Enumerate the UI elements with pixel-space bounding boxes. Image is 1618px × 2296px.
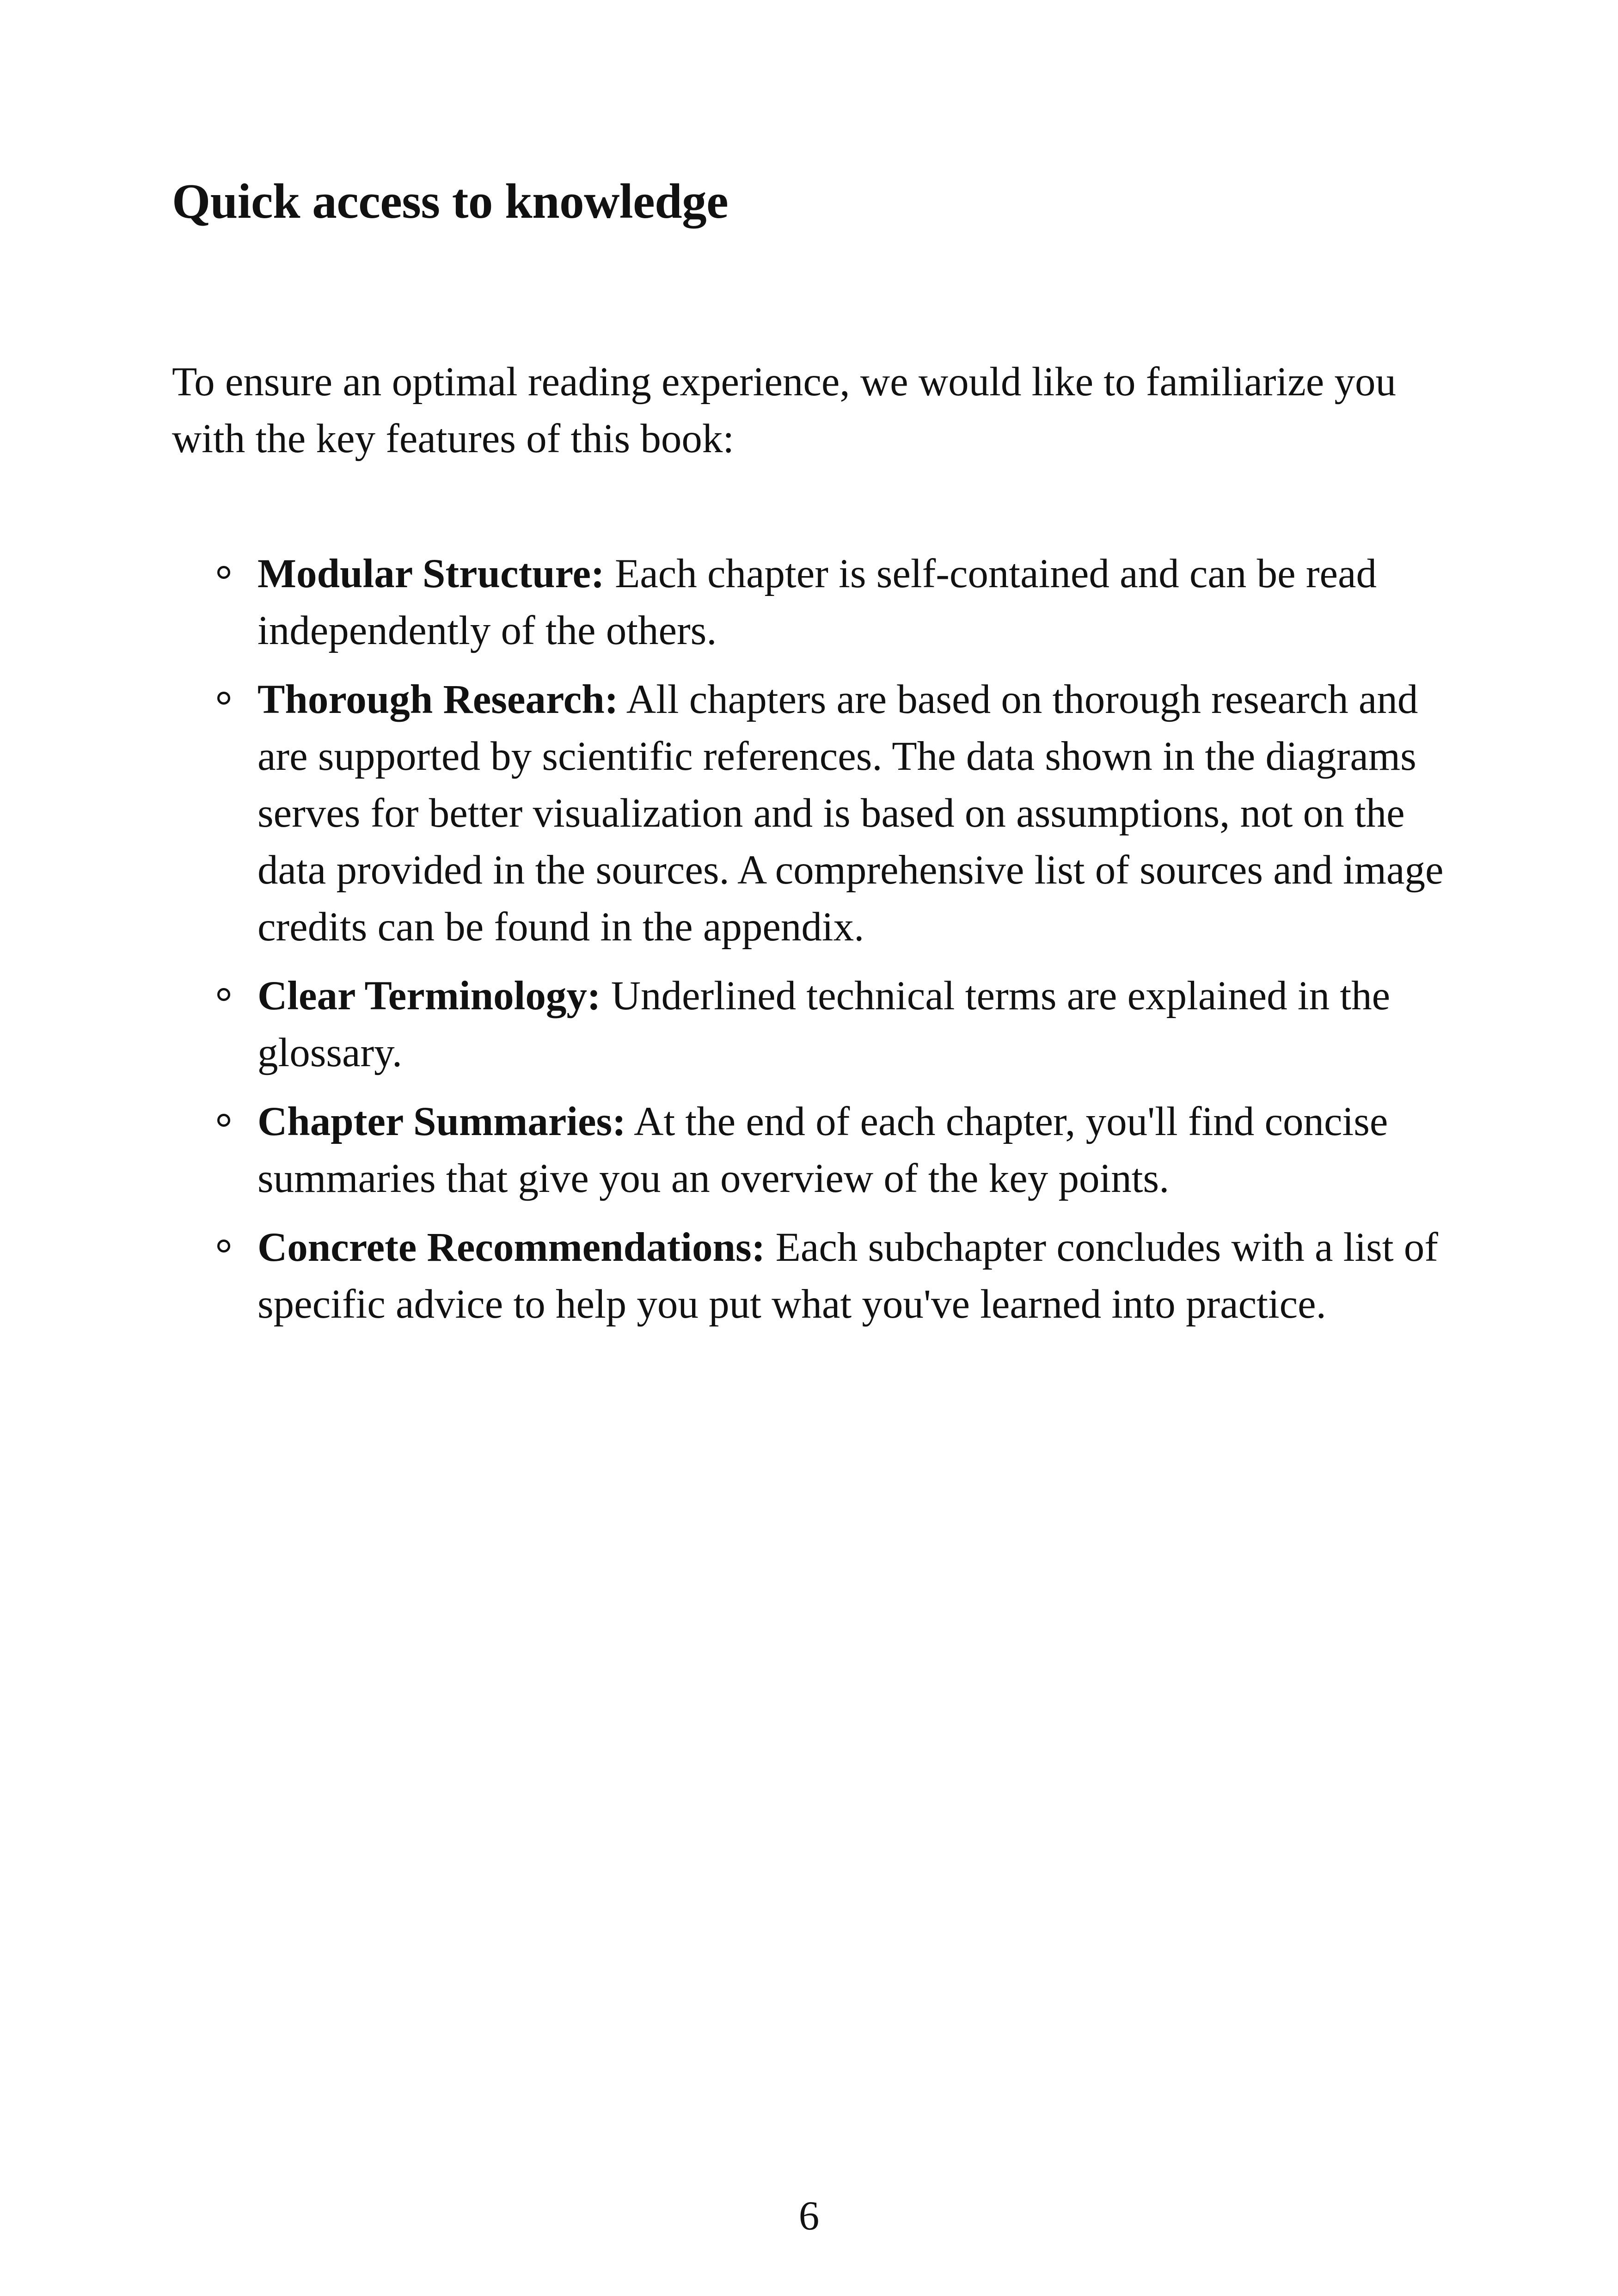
feature-label: Modular Structure:	[257, 551, 605, 596]
list-item	[172, 671, 1466, 956]
feature-description: All chapters are based on thorough research and are supported by scientific references. The data shown in the diagrams serves for better visualization and is based on assumptions, not on the data provided in the sources. A comprehensive list of sources and image credits can be found in the appendix.	[257, 677, 1444, 950]
feature-description: Each subchapter concludes with a list of specific advice to help you put what you've learned into practice.	[257, 1225, 1438, 1327]
feature-description: Each chapter is self-contained and can be read independently of the others.	[257, 551, 1377, 653]
page-title: Quick access to knowledge	[172, 174, 729, 229]
hollow-circle-bullet-icon	[217, 988, 230, 1001]
feature-description: At the end of each chapter, you'll find concise summaries that give you an overview of the key points.	[257, 1099, 1388, 1201]
hollow-circle-bullet-icon	[217, 566, 230, 579]
list-item	[172, 546, 1466, 659]
hollow-circle-bullet-icon	[217, 692, 230, 705]
feature-label: Concrete Recommendations:	[257, 1225, 766, 1270]
list-item	[172, 1219, 1466, 1333]
hollow-circle-bullet-icon	[217, 1240, 230, 1252]
feature-description: Underlined technical terms are explained in the glossary.	[257, 973, 1391, 1075]
list-item	[172, 1093, 1466, 1207]
hollow-circle-bullet-icon	[217, 1114, 230, 1127]
page-number: 6	[798, 2193, 820, 2239]
feature-list	[172, 546, 1466, 1345]
feature-label: Thorough Research:	[257, 677, 619, 722]
feature-label: Clear Terminology:	[257, 973, 601, 1019]
feature-label: Chapter Summaries:	[257, 1099, 626, 1144]
intro-paragraph: To ensure an optimal reading experience, we would like to familiarize you with the key features of this book:	[172, 359, 1396, 461]
list-item	[172, 968, 1466, 1081]
